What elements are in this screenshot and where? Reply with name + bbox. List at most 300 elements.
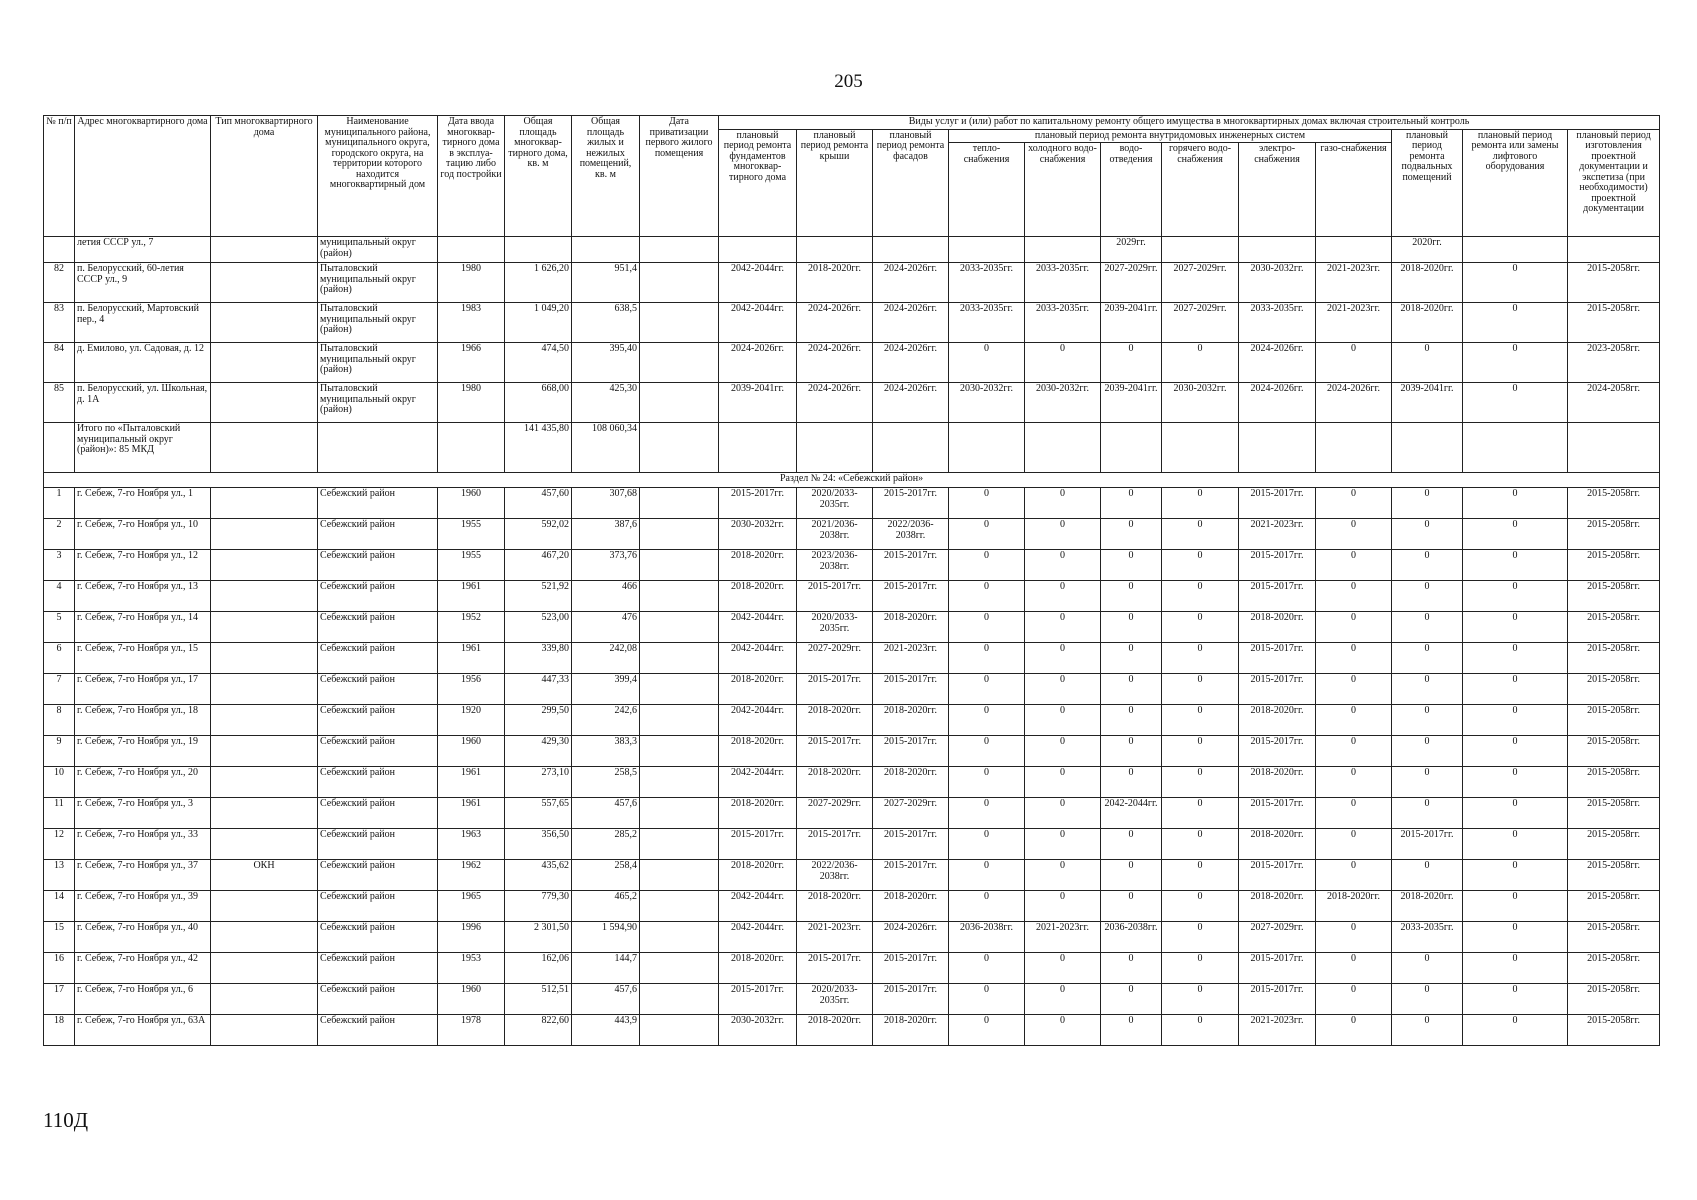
table-cell: 0 bbox=[1025, 767, 1101, 798]
table-cell: 0 bbox=[1392, 488, 1463, 519]
table-cell: 2015-2058гг. bbox=[1568, 891, 1660, 922]
table-cell: 0 bbox=[1463, 860, 1568, 891]
table-cell: 0 bbox=[1463, 643, 1568, 674]
table-cell: 2030-2032гг. bbox=[1162, 383, 1239, 423]
table-cell: 2024-2026гг. bbox=[873, 303, 949, 343]
col-header-hot-water: горячего водо-снабжения bbox=[1162, 143, 1239, 237]
table-cell: 2018-2020гг. bbox=[797, 891, 873, 922]
table-cell: 2039-2041гг. bbox=[1101, 383, 1162, 423]
table-cell bbox=[211, 674, 318, 705]
table-cell: 0 bbox=[1392, 984, 1463, 1015]
table-cell: 1962 bbox=[438, 860, 505, 891]
table-cell: 2033-2035гг. bbox=[1025, 303, 1101, 343]
table-cell: 83 bbox=[44, 303, 75, 343]
table-row bbox=[44, 383, 1660, 423]
table-cell bbox=[949, 237, 1025, 263]
col-header-address: Адрес многоквартирного дома bbox=[75, 116, 211, 237]
table-row bbox=[44, 767, 1660, 798]
table-cell: 0 bbox=[1463, 891, 1568, 922]
table-cell: 2015-2017гг. bbox=[719, 488, 797, 519]
table-row bbox=[44, 263, 1660, 303]
table-cell: 2029гг. bbox=[1101, 237, 1162, 263]
table-cell: 0 bbox=[1463, 736, 1568, 767]
table-cell: 0 bbox=[1025, 891, 1101, 922]
table-cell: 0 bbox=[1162, 343, 1239, 383]
table-cell bbox=[949, 423, 1025, 473]
table-cell: 2024-2058гг. bbox=[1568, 383, 1660, 423]
table-cell: 0 bbox=[1316, 643, 1392, 674]
table-cell: 2024-2026гг. bbox=[873, 343, 949, 383]
table-cell: 2033-2035гг. bbox=[949, 303, 1025, 343]
table-cell: 0 bbox=[1162, 643, 1239, 674]
table-cell: 2015-2017гг. bbox=[1239, 736, 1316, 767]
table-cell: 2024-2026гг. bbox=[1239, 343, 1316, 383]
table-cell: 2018-2020гг. bbox=[719, 581, 797, 612]
col-header-facade: плановый период ремонта фасадов bbox=[873, 129, 949, 237]
col-header-foundation: плановый период ремонта фундаментов многоквар-тирного дома bbox=[719, 129, 797, 237]
table-cell: 0 bbox=[1392, 519, 1463, 550]
table-cell: 1920 bbox=[438, 705, 505, 736]
table-cell: 2018-2020гг. bbox=[1392, 303, 1463, 343]
table-cell: 0 bbox=[1392, 674, 1463, 705]
section-row bbox=[44, 473, 1660, 488]
table-cell: 1 626,20 bbox=[505, 263, 572, 303]
table-cell bbox=[211, 581, 318, 612]
table-cell bbox=[640, 237, 719, 263]
table-cell: 14 bbox=[44, 891, 75, 922]
table-cell: 2027-2029гг. bbox=[797, 798, 873, 829]
section-title: Раздел № 24: «Себежский район» bbox=[44, 473, 1660, 488]
table-cell: 0 bbox=[1101, 705, 1162, 736]
table-cell: 0 bbox=[1025, 1015, 1101, 1046]
table-cell: 0 bbox=[1463, 581, 1568, 612]
table-cell bbox=[211, 488, 318, 519]
col-header-heat: тепло-снабжения bbox=[949, 143, 1025, 237]
table-cell: 447,33 bbox=[505, 674, 572, 705]
document-code: 110Д bbox=[43, 1108, 89, 1132]
table-cell: 9 bbox=[44, 736, 75, 767]
table-cell: 2 bbox=[44, 519, 75, 550]
table-cell: 557,65 bbox=[505, 798, 572, 829]
table-cell bbox=[1025, 423, 1101, 473]
table-cell: 2015-2017гг. bbox=[719, 829, 797, 860]
table-cell: 2042-2044гг. bbox=[1101, 798, 1162, 829]
table-row bbox=[44, 488, 1660, 519]
table-cell: 0 bbox=[1162, 581, 1239, 612]
table-cell: 0 bbox=[949, 343, 1025, 383]
table-cell bbox=[211, 383, 318, 423]
table-cell: 2018-2020гг. bbox=[1392, 891, 1463, 922]
table-cell: 2018-2020гг. bbox=[797, 263, 873, 303]
table-cell: муниципальный округ (район) bbox=[318, 237, 438, 263]
capital-repair-table bbox=[43, 115, 1660, 1046]
table-row bbox=[44, 303, 1660, 343]
col-header-cold-water: холодного водо-снабжения bbox=[1025, 143, 1101, 237]
table-cell bbox=[438, 237, 505, 263]
table-cell: 0 bbox=[1101, 581, 1162, 612]
table-cell: 0 bbox=[1463, 383, 1568, 423]
table-cell: 0 bbox=[1316, 581, 1392, 612]
table-cell: 0 bbox=[949, 767, 1025, 798]
table-cell: 2015-2017гг. bbox=[797, 829, 873, 860]
table-cell: г. Себеж, 7-го Ноября ул., 1 bbox=[75, 488, 211, 519]
table-cell bbox=[211, 303, 318, 343]
table-cell: 0 bbox=[1316, 860, 1392, 891]
table-row bbox=[44, 705, 1660, 736]
table-cell: 0 bbox=[1463, 922, 1568, 953]
table-cell: 2027-2029гг. bbox=[1162, 263, 1239, 303]
table-cell: 0 bbox=[949, 953, 1025, 984]
table-cell bbox=[44, 423, 75, 473]
table-cell: 0 bbox=[1316, 550, 1392, 581]
table-cell: 399,4 bbox=[572, 674, 640, 705]
table-cell: 15 bbox=[44, 922, 75, 953]
table-cell: 0 bbox=[1101, 612, 1162, 643]
table-cell: г. Себеж, 7-го Ноября ул., 42 bbox=[75, 953, 211, 984]
table-cell: 0 bbox=[1101, 736, 1162, 767]
table-cell: 2022/2036-2038гг. bbox=[797, 860, 873, 891]
table-cell bbox=[1025, 237, 1101, 263]
table-cell: 2024-2026гг. bbox=[1239, 383, 1316, 423]
table-cell: 425,30 bbox=[572, 383, 640, 423]
table-cell: 2015-2058гг. bbox=[1568, 612, 1660, 643]
table-cell bbox=[640, 581, 719, 612]
table-cell: 2042-2044гг. bbox=[719, 891, 797, 922]
table-cell bbox=[211, 343, 318, 383]
table-cell: 2018-2020гг. bbox=[873, 705, 949, 736]
table-cell: 11 bbox=[44, 798, 75, 829]
table-cell: 0 bbox=[1463, 984, 1568, 1015]
table-cell bbox=[211, 263, 318, 303]
table-cell: 1 594,90 bbox=[572, 922, 640, 953]
table-cell: 2030-2032гг. bbox=[719, 519, 797, 550]
table-cell bbox=[211, 237, 318, 263]
table-row bbox=[44, 798, 1660, 829]
table-cell: 0 bbox=[1162, 488, 1239, 519]
table-cell bbox=[640, 303, 719, 343]
table-cell: 2015-2017гг. bbox=[719, 984, 797, 1015]
table-row-total bbox=[44, 423, 1660, 473]
table-cell: 523,00 bbox=[505, 612, 572, 643]
table-cell: 0 bbox=[1025, 488, 1101, 519]
table-cell bbox=[572, 237, 640, 263]
table-cell: 2018-2020гг. bbox=[873, 891, 949, 922]
table-cell: 1 bbox=[44, 488, 75, 519]
table-cell bbox=[1463, 423, 1568, 473]
table-cell bbox=[211, 922, 318, 953]
table-cell: 0 bbox=[1463, 829, 1568, 860]
table-cell: 2042-2044гг. bbox=[719, 705, 797, 736]
table-cell: 0 bbox=[1392, 612, 1463, 643]
table-cell: 0 bbox=[949, 984, 1025, 1015]
table-cell: 457,60 bbox=[505, 488, 572, 519]
table-cell: 2039-2041гг. bbox=[1101, 303, 1162, 343]
table-cell: 2020/2033-2035гг. bbox=[797, 488, 873, 519]
col-header-basement: плановый период ремонта подвальных помещений bbox=[1392, 129, 1463, 237]
table-cell: 0 bbox=[1392, 643, 1463, 674]
table-cell bbox=[1568, 237, 1660, 263]
table-cell: 0 bbox=[949, 674, 1025, 705]
table-cell: 457,6 bbox=[572, 798, 640, 829]
table-cell: 162,06 bbox=[505, 953, 572, 984]
table-cell: 592,02 bbox=[505, 519, 572, 550]
table-cell: 0 bbox=[1162, 767, 1239, 798]
table-cell: 2024-2026гг. bbox=[797, 383, 873, 423]
table-cell: 0 bbox=[949, 581, 1025, 612]
table-cell: 0 bbox=[1162, 674, 1239, 705]
table-cell: 0 bbox=[1101, 674, 1162, 705]
table-cell: 1955 bbox=[438, 550, 505, 581]
table-cell bbox=[640, 383, 719, 423]
table-cell: 2015-2058гг. bbox=[1568, 1015, 1660, 1046]
table-cell: 2030-2032гг. bbox=[1239, 263, 1316, 303]
table-cell: 2020/2033-2035гг. bbox=[797, 612, 873, 643]
table-cell: Пыталовский муниципальный округ (район) bbox=[318, 303, 438, 343]
table-cell: 2018-2020гг. bbox=[873, 1015, 949, 1046]
table-cell: г. Себеж, 7-го Ноября ул., 40 bbox=[75, 922, 211, 953]
table-row bbox=[44, 953, 1660, 984]
table-cell: 2033-2035гг. bbox=[949, 263, 1025, 303]
table-cell: 0 bbox=[1101, 643, 1162, 674]
table-cell: Итого по «Пыталовский муниципальный округ (район)»: 85 МКД bbox=[75, 423, 211, 473]
table-cell: 0 bbox=[1463, 343, 1568, 383]
col-header-works-group: Виды услуг и (или) работ по капитальному ремонту общего имущества в многоквартирных домах включая строительный контроль bbox=[719, 116, 1660, 130]
table-cell bbox=[640, 829, 719, 860]
table-cell: 0 bbox=[1463, 953, 1568, 984]
table-cell: 0 bbox=[949, 736, 1025, 767]
table-cell: 2015-2017гг. bbox=[1239, 984, 1316, 1015]
table-cell: 1953 bbox=[438, 953, 505, 984]
table-cell: 1966 bbox=[438, 343, 505, 383]
table-cell: 467,20 bbox=[505, 550, 572, 581]
table-cell: 0 bbox=[1025, 612, 1101, 643]
table-cell: 1961 bbox=[438, 798, 505, 829]
table-cell: 0 bbox=[1101, 767, 1162, 798]
table-cell: Себежский район bbox=[318, 581, 438, 612]
table-cell: 474,50 bbox=[505, 343, 572, 383]
table-cell: 2018-2020гг. bbox=[719, 674, 797, 705]
table-cell: 1960 bbox=[438, 984, 505, 1015]
table-cell: Пыталовский муниципальный округ (район) bbox=[318, 383, 438, 423]
table-cell bbox=[640, 922, 719, 953]
col-header-year: Дата ввода многоквар-тирного дома в эксплуа-тацию либо год постройки bbox=[438, 116, 505, 237]
table-cell: 0 bbox=[949, 612, 1025, 643]
table-cell: п. Белорусский, ул. Школьная, д. 1А bbox=[75, 383, 211, 423]
table-cell: 0 bbox=[1162, 922, 1239, 953]
table-cell: г. Себеж, 7-го Ноября ул., 19 bbox=[75, 736, 211, 767]
table-cell: 7 bbox=[44, 674, 75, 705]
table-cell: летия СССР ул., 7 bbox=[75, 237, 211, 263]
table-cell: г. Себеж, 7-го Ноября ул., 37 bbox=[75, 860, 211, 891]
table-cell: 0 bbox=[949, 860, 1025, 891]
table-cell: 2015-2017гг. bbox=[797, 581, 873, 612]
table-cell: 0 bbox=[1392, 581, 1463, 612]
table-cell: 0 bbox=[1316, 1015, 1392, 1046]
table-cell bbox=[640, 953, 719, 984]
table-cell: 0 bbox=[1463, 550, 1568, 581]
table-cell: г. Себеж, 7-го Ноября ул., 18 bbox=[75, 705, 211, 736]
table-cell: 0 bbox=[1025, 798, 1101, 829]
table-cell: 0 bbox=[1162, 798, 1239, 829]
col-header-elevator: плановый период ремонта или замены лифтового оборудования bbox=[1463, 129, 1568, 237]
table-cell: 465,2 bbox=[572, 891, 640, 922]
table-cell: г. Себеж, 7-го Ноября ул., 6 bbox=[75, 984, 211, 1015]
table-cell: г. Себеж, 7-го Ноября ул., 39 bbox=[75, 891, 211, 922]
table-cell bbox=[719, 237, 797, 263]
table-cell: Себежский район bbox=[318, 891, 438, 922]
table-cell: г. Себеж, 7-го Ноября ул., 63А bbox=[75, 1015, 211, 1046]
table-cell: 0 bbox=[1392, 343, 1463, 383]
table-cell: 476 bbox=[572, 612, 640, 643]
table-cell: 2027-2029гг. bbox=[1239, 922, 1316, 953]
table-cell: 0 bbox=[1025, 860, 1101, 891]
table-cell bbox=[505, 237, 572, 263]
table-cell: 2015-2058гг. bbox=[1568, 550, 1660, 581]
table-cell: 466 bbox=[572, 581, 640, 612]
table-cell bbox=[640, 705, 719, 736]
table-cell: 0 bbox=[1101, 343, 1162, 383]
table-cell: 307,68 bbox=[572, 488, 640, 519]
table-cell: 2015-2058гг. bbox=[1568, 860, 1660, 891]
table-cell: 457,6 bbox=[572, 984, 640, 1015]
table-cell bbox=[640, 519, 719, 550]
table-cell: 0 bbox=[1025, 581, 1101, 612]
table-cell bbox=[1392, 423, 1463, 473]
col-header-sewer: водо-отведения bbox=[1101, 143, 1162, 237]
table-cell: 2027-2029гг. bbox=[1162, 303, 1239, 343]
table-row bbox=[44, 860, 1660, 891]
table-cell bbox=[640, 860, 719, 891]
table-cell: 1980 bbox=[438, 263, 505, 303]
table-row bbox=[44, 343, 1660, 383]
table-cell: 84 bbox=[44, 343, 75, 383]
table-cell: 1980 bbox=[438, 383, 505, 423]
table-cell: 2015-2017гг. bbox=[1239, 798, 1316, 829]
table-cell: 2024-2026гг. bbox=[797, 343, 873, 383]
table-cell: 356,50 bbox=[505, 829, 572, 860]
table-cell bbox=[1568, 423, 1660, 473]
table-cell: 0 bbox=[949, 519, 1025, 550]
table-cell bbox=[640, 550, 719, 581]
table-cell: 0 bbox=[1025, 643, 1101, 674]
table-cell: 2021-2023гг. bbox=[1239, 519, 1316, 550]
table-cell: 0 bbox=[1392, 798, 1463, 829]
table-cell: 0 bbox=[1025, 705, 1101, 736]
table-cell: 435,62 bbox=[505, 860, 572, 891]
table-cell: Себежский район bbox=[318, 519, 438, 550]
table-cell: 285,2 bbox=[572, 829, 640, 860]
table-cell bbox=[640, 674, 719, 705]
table-cell: 0 bbox=[1463, 263, 1568, 303]
table-cell bbox=[640, 798, 719, 829]
table-cell: 0 bbox=[1316, 829, 1392, 860]
col-header-num: № п/п bbox=[44, 116, 75, 237]
col-header-district: Наименование муниципального района, муниципального округа, городского округа, на территории которого находится многоквартирный дом bbox=[318, 116, 438, 237]
table-row bbox=[44, 984, 1660, 1015]
table-cell: 2018-2020гг. bbox=[1239, 891, 1316, 922]
table-cell: Себежский район bbox=[318, 767, 438, 798]
table-cell: 2015-2017гг. bbox=[873, 829, 949, 860]
table-cell: 1983 bbox=[438, 303, 505, 343]
table-cell: 2018-2020гг. bbox=[873, 767, 949, 798]
table-row-continued bbox=[44, 237, 1660, 263]
table-cell: 2036-2038гг. bbox=[1101, 922, 1162, 953]
table-cell: 2042-2044гг. bbox=[719, 303, 797, 343]
table-cell: 1960 bbox=[438, 736, 505, 767]
table-cell: 2015-2017гг. bbox=[873, 860, 949, 891]
table-row bbox=[44, 519, 1660, 550]
table-cell: 0 bbox=[1316, 612, 1392, 643]
table-cell: 82 bbox=[44, 263, 75, 303]
table-cell: 0 bbox=[1392, 860, 1463, 891]
table-cell: 2039-2041гг. bbox=[1392, 383, 1463, 423]
table-row bbox=[44, 922, 1660, 953]
table-cell bbox=[797, 423, 873, 473]
table-cell: 2015-2058гг. bbox=[1568, 736, 1660, 767]
table-cell: 0 bbox=[1025, 829, 1101, 860]
table-cell: Себежский район bbox=[318, 953, 438, 984]
table-cell: 0 bbox=[1025, 736, 1101, 767]
table-cell: 0 bbox=[1025, 343, 1101, 383]
table-cell: 0 bbox=[949, 798, 1025, 829]
table-cell: 2015-2058гг. bbox=[1568, 643, 1660, 674]
table-cell: 2015-2017гг. bbox=[1392, 829, 1463, 860]
table-cell bbox=[211, 798, 318, 829]
table-cell: 2021-2023гг. bbox=[1025, 922, 1101, 953]
table-cell: 2027-2029гг. bbox=[797, 643, 873, 674]
table-cell: 383,3 bbox=[572, 736, 640, 767]
table-cell: 0 bbox=[1392, 1015, 1463, 1046]
table-cell: 0 bbox=[1162, 550, 1239, 581]
table-cell: 0 bbox=[1101, 984, 1162, 1015]
table-cell bbox=[318, 423, 438, 473]
table-cell: 2042-2044гг. bbox=[719, 767, 797, 798]
table-cell: 2018-2020гг. bbox=[797, 767, 873, 798]
table-cell bbox=[640, 1015, 719, 1046]
table-cell: 2015-2017гг. bbox=[1239, 674, 1316, 705]
table-cell bbox=[211, 984, 318, 1015]
table-cell: 779,30 bbox=[505, 891, 572, 922]
table-cell: 0 bbox=[1316, 674, 1392, 705]
table-cell: 2015-2017гг. bbox=[1239, 488, 1316, 519]
table-cell: 2024-2026гг. bbox=[1316, 383, 1392, 423]
table-cell: 2042-2044гг. bbox=[719, 263, 797, 303]
table-cell bbox=[640, 891, 719, 922]
table-cell: 2027-2029гг. bbox=[873, 798, 949, 829]
table-cell: 2018-2020гг. bbox=[719, 798, 797, 829]
table-cell: 2015-2058гг. bbox=[1568, 767, 1660, 798]
table-cell bbox=[1101, 423, 1162, 473]
table-cell: 668,00 bbox=[505, 383, 572, 423]
page-number: 205 bbox=[834, 71, 863, 92]
table-cell: Себежский район bbox=[318, 674, 438, 705]
table-cell: 2023/2036-2038гг. bbox=[797, 550, 873, 581]
table-cell: 0 bbox=[1316, 343, 1392, 383]
table-cell: 2024-2026гг. bbox=[873, 383, 949, 423]
table-cell bbox=[640, 488, 719, 519]
table-cell: 2015-2058гг. bbox=[1568, 829, 1660, 860]
table-cell bbox=[211, 767, 318, 798]
table-cell: Себежский район bbox=[318, 736, 438, 767]
table-cell bbox=[211, 829, 318, 860]
table-cell: 0 bbox=[1101, 519, 1162, 550]
table-cell: 0 bbox=[1025, 953, 1101, 984]
table-cell: 2015-2017гг. bbox=[873, 984, 949, 1015]
table-row bbox=[44, 581, 1660, 612]
table-cell bbox=[640, 643, 719, 674]
table-cell: Себежский район bbox=[318, 984, 438, 1015]
table-cell: 2018-2020гг. bbox=[797, 705, 873, 736]
